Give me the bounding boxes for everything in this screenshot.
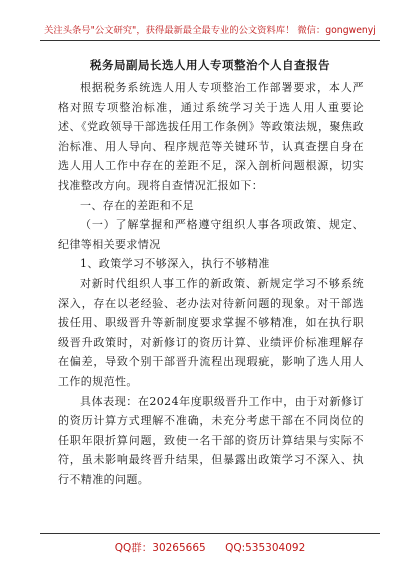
section-heading: 一、存在的差距和不足	[80, 198, 194, 212]
header-divider	[40, 40, 380, 41]
footer-contact	[40, 540, 380, 555]
qq-text: QQ:535304092	[225, 542, 306, 554]
footer-divider	[40, 533, 380, 534]
body-paragraph: 具体表现：在2024年度职级晋升工作中，由于对新修订的资历计算方式理解不准确，未充分考虑干部在不同岗位的任职年限折算问题，致使一名干部的资历计算结果与实际不符，虽未影响最终晋升结果，但暴露出政策学习不深入、执行不精准的问题。	[58, 394, 364, 486]
intro-paragraph: 根据税务系统选人用人专项整治工作部署要求，本人严格对照专项整治标准，通过系统学习关于选人用人重要论述、《党政领导干部选拔任用工作条例》等政策法规，聚焦政治标准、用人导向、程序规范等关键环节，认真查摆自身在选人用人工作中存在的差距不足，深入剖析问题根源，切实找准整改方向。现将自查情况汇报如下：	[58, 81, 364, 192]
header-banner: 关注头条号"公文研究"，获得最新最全最专业的公文资料库！ 微信：gongwenyj	[44, 25, 376, 36]
document-body	[58, 78, 364, 489]
body-paragraph: 对新时代组织人事工作的新政策、新规定学习不够系统深入，存在以老经验、老办法对待新问题的现象。对干部选拔任用、职级晋升等新制度要求掌握不够精准，如在执行职级晋升政策时，对新修订的资历计算、业绩评价标准理解存在偏差，导致个别干部晋升流程出现瑕疵，影响了选人用人工作的规范性。	[58, 276, 364, 388]
subsection-heading: （一）了解掌握和严格遵守组织人事各项政策、规定、纪律等相关要求情况	[58, 218, 364, 251]
item-heading: 1、政策学习不够深入，执行不够精准	[80, 257, 270, 271]
qq-group-text: QQ群：30265665	[114, 542, 206, 554]
document-title: 税务局副局长选人用人专项整治个人自查报告	[90, 58, 330, 72]
